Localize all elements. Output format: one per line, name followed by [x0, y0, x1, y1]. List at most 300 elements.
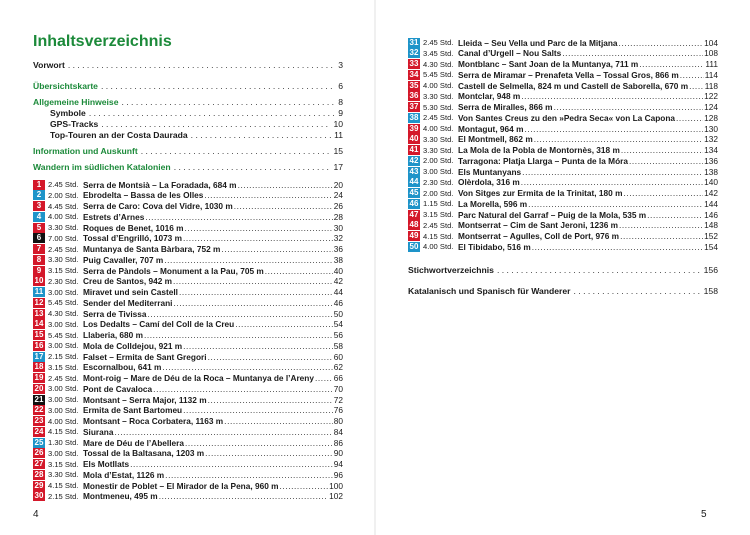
tour-duration: 3.00 Std. — [48, 384, 79, 394]
leader-dots — [205, 448, 333, 458]
tour-name: Los Dedalts – Camí del Coll de la Creu — [83, 319, 235, 330]
leader-dots — [174, 162, 331, 172]
tour-page: 128 — [704, 112, 718, 123]
tour-name: Escornalbou, 641 m — [83, 362, 162, 373]
tour-entry[interactable] — [33, 222, 343, 233]
leader-dots — [89, 108, 335, 118]
leader-dots — [574, 286, 701, 296]
tour-entry[interactable] — [408, 91, 718, 102]
tour-entry[interactable] — [408, 241, 718, 252]
tour-number-badge: 41 — [409, 145, 419, 154]
tour-page: 26 — [333, 201, 343, 211]
tour-page: 86 — [333, 437, 343, 448]
toc-entry-page: 17 — [333, 162, 343, 172]
toc-entry[interactable] — [408, 265, 718, 275]
tour-page: 104 — [704, 37, 718, 48]
toc-title: Inhaltsverzeichnis — [33, 33, 172, 50]
leader-dots — [532, 242, 703, 252]
tour-name: Miravet und sein Castell — [83, 287, 178, 297]
tour-number-badge: 20 — [34, 383, 44, 393]
tour-duration: 3.45 Std. — [423, 48, 454, 58]
leader-dots — [620, 231, 703, 241]
tour-duration: 4.00 Std. — [423, 124, 454, 133]
tour-page: 30 — [333, 222, 343, 233]
tour-name: Parc Natural del Garraf – Puig de la Mola, 535 m — [458, 209, 647, 220]
tour-number-badge: 25 — [34, 437, 44, 447]
tour-duration: 2.30 Std. — [423, 177, 454, 187]
tour-page: 70 — [333, 383, 343, 394]
toc-entry-label: Wandern im südlichen Katalonien — [33, 162, 171, 172]
tour-page: 140 — [704, 177, 718, 188]
leader-dots — [629, 156, 703, 166]
toc-entry-page: 156 — [703, 265, 718, 275]
tour-duration: 4.30 Std. — [423, 59, 454, 69]
tour-entry[interactable] — [33, 276, 343, 287]
leader-dots — [183, 405, 333, 415]
right-page — [375, 0, 750, 535]
tour-entry[interactable] — [408, 177, 718, 188]
toc-entry-label: GPS-Tracks — [50, 119, 99, 129]
toc-entry[interactable] — [33, 97, 343, 107]
tour-name: Roques de Benet, 1016 m — [83, 222, 184, 233]
tour-page: 56 — [333, 330, 343, 340]
tour-duration: 2.00 Std. — [423, 188, 454, 198]
tour-number-badge: 28 — [34, 469, 44, 479]
tour-page: 100 — [329, 480, 343, 491]
tour-name: Ebrodelta – Bassa de les Olles — [83, 190, 204, 201]
tour-name: Mare de Déu de l’Abellera — [83, 437, 184, 448]
tour-page: 46 — [333, 297, 343, 308]
tour-page: 111 — [705, 59, 718, 69]
tour-entry[interactable] — [408, 37, 718, 48]
tour-entry[interactable] — [408, 166, 718, 177]
tour-duration: 3.30 Std. — [423, 145, 454, 155]
tour-entry[interactable] — [33, 254, 343, 265]
leader-dots — [234, 201, 333, 211]
tour-page: 40 — [333, 265, 343, 276]
tour-name: Montserrat – Cim de Sant Jeroni, 1236 m — [458, 220, 618, 231]
tour-duration: 3.00 Std. — [48, 405, 79, 415]
tour-duration: 2.15 Std. — [48, 491, 79, 501]
tour-name: Von Sitges zur Ermita de la Trinitat, 180 m — [458, 188, 623, 198]
tour-entry[interactable] — [408, 198, 718, 209]
leader-dots — [221, 244, 332, 254]
tour-name: Canal d’Urgell – Nou Salts — [458, 48, 562, 59]
tour-duration: 5.45 Std. — [423, 70, 454, 80]
toc-entry[interactable] — [408, 286, 718, 296]
tour-number-badge: 38 — [409, 112, 419, 122]
tour-entry[interactable] — [33, 437, 343, 448]
tour-page: 80 — [333, 416, 343, 426]
tour-number-badge: 1 — [33, 180, 45, 190]
tour-name: Olèrdola, 316 m — [458, 177, 520, 188]
leader-dots — [162, 362, 332, 372]
tour-name: Tossal d’Engrilló, 1073 m — [83, 233, 182, 244]
toc-entry-label: Katalanisch und Spanisch für Wanderer — [408, 286, 571, 296]
tour-number-badge: 40 — [409, 134, 419, 144]
tour-number-badge: 21 — [34, 394, 44, 404]
toc-entry[interactable] — [33, 162, 343, 172]
tour-number-badge: 3 — [33, 201, 45, 211]
tour-number-badge: 19 — [34, 373, 44, 382]
tour-duration: 2.45 Std. — [48, 373, 79, 383]
tour-entry[interactable] — [408, 220, 718, 231]
tour-page: 136 — [704, 155, 718, 166]
tour-number-badge: 43 — [409, 166, 419, 176]
leader-dots — [130, 459, 333, 469]
tour-name: Mola de Colldejou, 921 m — [83, 340, 183, 351]
tour-page: 38 — [333, 254, 343, 265]
tour-entry[interactable] — [408, 112, 718, 123]
tour-page: 102 — [329, 491, 343, 502]
toc-entry-label: Vorwort — [33, 60, 65, 70]
tour-entry[interactable] — [408, 48, 718, 59]
tour-name: Montmeneu, 495 m — [83, 491, 158, 502]
tour-page: 138 — [704, 166, 718, 177]
tour-entry[interactable] — [408, 80, 718, 91]
tour-entry[interactable] — [408, 123, 718, 134]
tour-entry[interactable] — [33, 297, 343, 308]
tour-entry[interactable] — [408, 134, 718, 145]
tour-name: Puig Cavaller, 707 m — [83, 254, 164, 265]
leader-dots — [164, 255, 333, 265]
toc-entry[interactable] — [33, 60, 343, 70]
tour-number-badge: 7 — [33, 244, 45, 254]
tour-entry[interactable] — [33, 244, 343, 255]
tour-duration: 1.30 Std. — [48, 438, 79, 447]
tour-number-badge: 17 — [34, 351, 44, 361]
tour-name: Sender del Mediterrani — [83, 297, 173, 308]
tour-number-badge: 8 — [33, 255, 45, 265]
tour-duration: 4.15 Std. — [48, 481, 79, 490]
tour-entry[interactable] — [33, 416, 343, 427]
leader-dots — [562, 48, 703, 58]
tour-number-badge: 5 — [33, 223, 45, 233]
toc-entry[interactable] — [33, 146, 343, 156]
tour-entry[interactable] — [33, 426, 343, 437]
tour-entry[interactable] — [33, 491, 343, 502]
tour-duration: 4.00 Std. — [48, 212, 79, 222]
tour-entry[interactable] — [33, 373, 343, 384]
tour-page: 152 — [704, 231, 718, 241]
tour-entry[interactable] — [33, 394, 343, 405]
tour-entry[interactable] — [33, 330, 343, 341]
leader-dots — [114, 427, 332, 437]
leader-dots — [101, 81, 335, 91]
leader-dots — [522, 167, 703, 177]
tour-duration: 2.45 Std. — [48, 180, 79, 189]
tour-duration: 2.45 Std. — [423, 113, 454, 123]
tour-name: Serra de Miralles, 866 m — [458, 102, 553, 112]
tour-page: 50 — [333, 308, 343, 319]
tour-entry[interactable] — [33, 405, 343, 416]
tour-number-badge: 42 — [409, 155, 419, 165]
tour-name: Lleida – Seu Vella und Parc de la Mitjana — [458, 37, 618, 48]
page-number-right: 5 — [701, 509, 707, 520]
tour-number-badge: 37 — [409, 102, 419, 111]
leader-dots — [101, 119, 330, 129]
tour-name: El Montmell, 862 m — [458, 134, 533, 145]
tour-entry[interactable] — [33, 362, 343, 373]
tour-duration: 4.00 Std. — [423, 242, 454, 252]
tour-duration: 5.30 Std. — [423, 102, 454, 112]
tour-name: La Mola de la Pobla de Montornès, 318 m — [458, 145, 620, 155]
tour-name: Serra de Tivissa — [83, 308, 147, 319]
tour-name: Montsant – Roca Corbatera, 1163 m — [83, 416, 224, 426]
tour-page: 58 — [333, 340, 343, 351]
toc-entry-label: Information und Auskunft — [33, 146, 138, 156]
tour-name: Tarragona: Platja Llarga – Punta de la Móra — [458, 155, 628, 166]
tour-number-badge: 11 — [34, 287, 44, 296]
toc-entry[interactable] — [50, 119, 343, 129]
tour-page: 146 — [704, 209, 718, 220]
tour-page: 96 — [333, 469, 343, 480]
tour-duration: 4.15 Std. — [423, 231, 454, 241]
tour-page: 84 — [333, 426, 343, 437]
tour-page: 24 — [333, 190, 343, 201]
tour-entry[interactable] — [408, 231, 718, 242]
tour-entry[interactable] — [33, 448, 343, 459]
tour-page: 134 — [704, 145, 718, 155]
tour-page: 36 — [333, 244, 343, 254]
tour-page: 60 — [333, 351, 343, 362]
tour-duration: 4.15 Std. — [48, 427, 79, 437]
tour-entry[interactable] — [33, 190, 343, 201]
tour-entry[interactable] — [33, 211, 343, 222]
tour-name: Tossal de la Baltasana, 1203 m — [83, 448, 205, 459]
tour-number-badge: 15 — [34, 330, 44, 339]
tour-name: Montclar, 948 m — [458, 91, 521, 102]
leader-dots — [619, 38, 704, 48]
tour-number-badge: 44 — [409, 177, 419, 187]
tour-duration: 4.00 Std. — [48, 416, 79, 426]
tour-name: Ermita de Sant Bartomeu — [83, 405, 183, 416]
tour-page: 124 — [704, 102, 718, 112]
tour-number-badge: 48 — [409, 220, 419, 230]
leader-dots — [521, 91, 703, 101]
tour-page: 118 — [704, 80, 718, 91]
tour-page: 28 — [333, 211, 343, 222]
tour-number-badge: 6 — [33, 233, 45, 243]
leader-dots — [676, 113, 703, 123]
leader-dots — [521, 177, 703, 187]
tour-entry[interactable] — [33, 459, 343, 470]
tour-page: 142 — [704, 188, 718, 198]
tour-entry[interactable] — [408, 59, 718, 70]
tour-number-badge: 13 — [34, 308, 44, 318]
tour-entry[interactable] — [408, 102, 718, 113]
tour-page: 108 — [704, 48, 718, 59]
tour-duration: 2.00 Std. — [423, 156, 454, 166]
tour-number-badge: 26 — [34, 448, 44, 458]
tour-name: Serra de Pàndols – Monument a la Pau, 705 m — [83, 265, 264, 276]
tour-page: 76 — [333, 405, 343, 416]
tour-page: 114 — [704, 69, 718, 80]
tour-number-badge: 50 — [409, 241, 419, 251]
tour-duration: 2.45 Std. — [423, 220, 454, 230]
leader-dots — [173, 298, 332, 308]
tour-number-badge: 9 — [33, 266, 45, 276]
leader-dots — [554, 102, 704, 112]
tour-duration: 5.45 Std. — [48, 298, 79, 308]
toc-entry-label: Symbole — [50, 108, 86, 118]
tour-name: Monestir de Poblet – El Mirador de la Pena, 960 m — [83, 480, 279, 491]
tour-page: 148 — [704, 220, 718, 231]
leader-dots — [621, 145, 703, 155]
tour-duration: 3.30 Std. — [48, 223, 79, 232]
tour-name: La Morella, 596 m — [458, 198, 528, 209]
leader-dots — [148, 309, 333, 319]
leader-dots — [208, 395, 333, 405]
tour-entry[interactable] — [33, 351, 343, 362]
leader-dots — [204, 190, 332, 200]
tour-duration: 3.30 Std. — [423, 91, 454, 101]
toc-entry-page: 9 — [338, 108, 343, 118]
tour-duration: 7.00 Std. — [48, 233, 79, 243]
tour-name: Castell de Selmella, 824 m und Castell de Saborella, 670 m — [458, 80, 689, 91]
tour-number-badge: 31 — [409, 37, 419, 47]
toc-entry[interactable] — [50, 108, 343, 118]
tour-name: Montsant – Serra Major, 1132 m — [83, 394, 207, 405]
tour-entry[interactable] — [33, 480, 343, 491]
leader-dots — [238, 180, 333, 190]
leader-dots — [159, 491, 328, 501]
tour-name: Els Motllats — [83, 459, 130, 469]
tour-number-badge: 39 — [409, 123, 419, 133]
tour-page: 130 — [704, 123, 718, 134]
tour-entry[interactable] — [33, 179, 343, 190]
leader-dots — [619, 220, 703, 230]
tour-entry[interactable] — [408, 155, 718, 166]
tour-name: Montblanc – Sant Joan de la Muntanya, 711 m — [458, 59, 639, 69]
leader-dots — [315, 373, 333, 383]
tour-name: Serra de Caro: Cova del Vidre, 1030 m — [83, 201, 233, 211]
tour-entry[interactable] — [33, 287, 343, 298]
tour-page: 94 — [333, 459, 343, 469]
tour-entry[interactable] — [33, 383, 343, 394]
leader-dots — [141, 146, 331, 156]
tour-name: Estrets d’Arnes — [83, 211, 145, 222]
tour-number-badge: 23 — [34, 416, 44, 425]
tour-entry[interactable] — [408, 209, 718, 220]
leader-dots — [191, 130, 331, 140]
toc-entry-page: 11 — [334, 130, 343, 140]
leader-dots — [179, 287, 333, 297]
tour-name: Siurana — [83, 426, 114, 437]
tour-page: 122 — [704, 91, 718, 102]
tour-duration: 4.30 Std. — [48, 309, 79, 318]
toc-entry-label: Übersichtskarte — [33, 81, 98, 91]
page-number-left: 4 — [33, 509, 39, 520]
tour-name: El Tibidabo, 516 m — [458, 241, 531, 252]
tour-name: Pont de Cavaloca — [83, 383, 153, 394]
tour-name: Montserrat – Agulles, Coll de Port, 976 m — [458, 231, 620, 241]
tour-entry[interactable] — [33, 308, 343, 319]
tour-name: Montagut, 964 m — [458, 123, 524, 134]
tour-entry[interactable] — [33, 201, 343, 212]
toc-entry[interactable] — [50, 130, 343, 140]
tour-entry[interactable] — [33, 319, 343, 330]
tour-number-badge: 10 — [34, 276, 44, 286]
tour-name: Muntanya de Santa Bàrbara, 752 m — [83, 244, 221, 254]
tour-name: Mont-roig – Mare de Déu de la Roca – Muntanya de l’Areny — [83, 373, 314, 383]
tour-entry[interactable] — [33, 265, 343, 276]
leader-dots — [528, 199, 703, 209]
tour-duration: 3.00 Std. — [48, 448, 79, 458]
leader-dots — [183, 341, 333, 351]
tour-duration: 2.45 Std. — [423, 38, 454, 47]
toc-entry[interactable] — [33, 81, 343, 91]
tour-entry[interactable] — [33, 469, 343, 480]
leader-dots — [235, 319, 333, 329]
tour-entry[interactable] — [408, 188, 718, 199]
leader-dots — [122, 97, 336, 107]
tour-entry[interactable] — [408, 69, 718, 80]
tour-number-badge: 27 — [34, 459, 44, 468]
tour-name: Falset – Ermita de Sant Gregori — [83, 351, 207, 362]
leader-dots — [680, 70, 704, 80]
tour-page: 66 — [333, 373, 343, 383]
leader-dots — [183, 233, 333, 243]
tour-page: 154 — [704, 241, 718, 252]
leader-dots — [497, 265, 701, 275]
leader-dots — [534, 134, 703, 144]
tour-number-badge: 12 — [34, 297, 44, 307]
toc-entry-page: 3 — [338, 60, 343, 70]
leader-dots — [68, 60, 335, 70]
leader-dots — [647, 210, 703, 220]
tour-page: 90 — [333, 448, 343, 459]
tour-number-badge: 46 — [409, 198, 419, 208]
leader-dots — [145, 212, 332, 222]
leader-dots — [639, 59, 704, 69]
tour-number-badge: 33 — [409, 59, 419, 68]
tour-number-badge: 30 — [34, 491, 44, 501]
toc-entry-page: 8 — [338, 97, 343, 107]
tour-name: Llaberia, 680 m — [83, 330, 143, 340]
tour-duration: 3.30 Std. — [423, 134, 454, 144]
leader-dots — [689, 81, 704, 91]
tour-duration: 3.15 Std. — [48, 362, 79, 372]
leader-dots — [224, 416, 333, 426]
tour-duration: 3.00 Std. — [48, 319, 79, 329]
tour-duration: 3.00 Std. — [423, 167, 454, 176]
tour-page: 20 — [333, 179, 343, 190]
toc-entry-page: 15 — [333, 146, 343, 156]
toc-entry-page: 10 — [333, 119, 343, 129]
tour-number-badge: 2 — [33, 190, 45, 200]
tour-number-badge: 49 — [409, 231, 419, 240]
tour-name: Mola d’Estat, 1126 m — [83, 469, 165, 480]
leader-dots — [185, 223, 333, 233]
tour-entry[interactable] — [33, 233, 343, 244]
tour-name: Von Santes Creus zu den »Pedra Seca« von La Capona — [458, 112, 676, 123]
tour-page: 72 — [333, 394, 343, 405]
tour-page: 54 — [333, 319, 343, 330]
toc-entry-page: 158 — [703, 286, 718, 296]
leader-dots — [208, 352, 333, 362]
tour-number-badge: 32 — [409, 48, 419, 58]
tour-page: 44 — [333, 287, 343, 297]
tour-entry[interactable] — [33, 340, 343, 351]
tour-duration: 3.00 Std. — [48, 287, 79, 297]
tour-name: Creu de Santos, 942 m — [83, 276, 172, 287]
tour-entry[interactable] — [408, 145, 718, 156]
leader-dots — [524, 124, 703, 134]
leader-dots — [185, 438, 333, 448]
leader-dots — [173, 276, 333, 286]
tour-duration: 3.00 Std. — [48, 341, 79, 351]
